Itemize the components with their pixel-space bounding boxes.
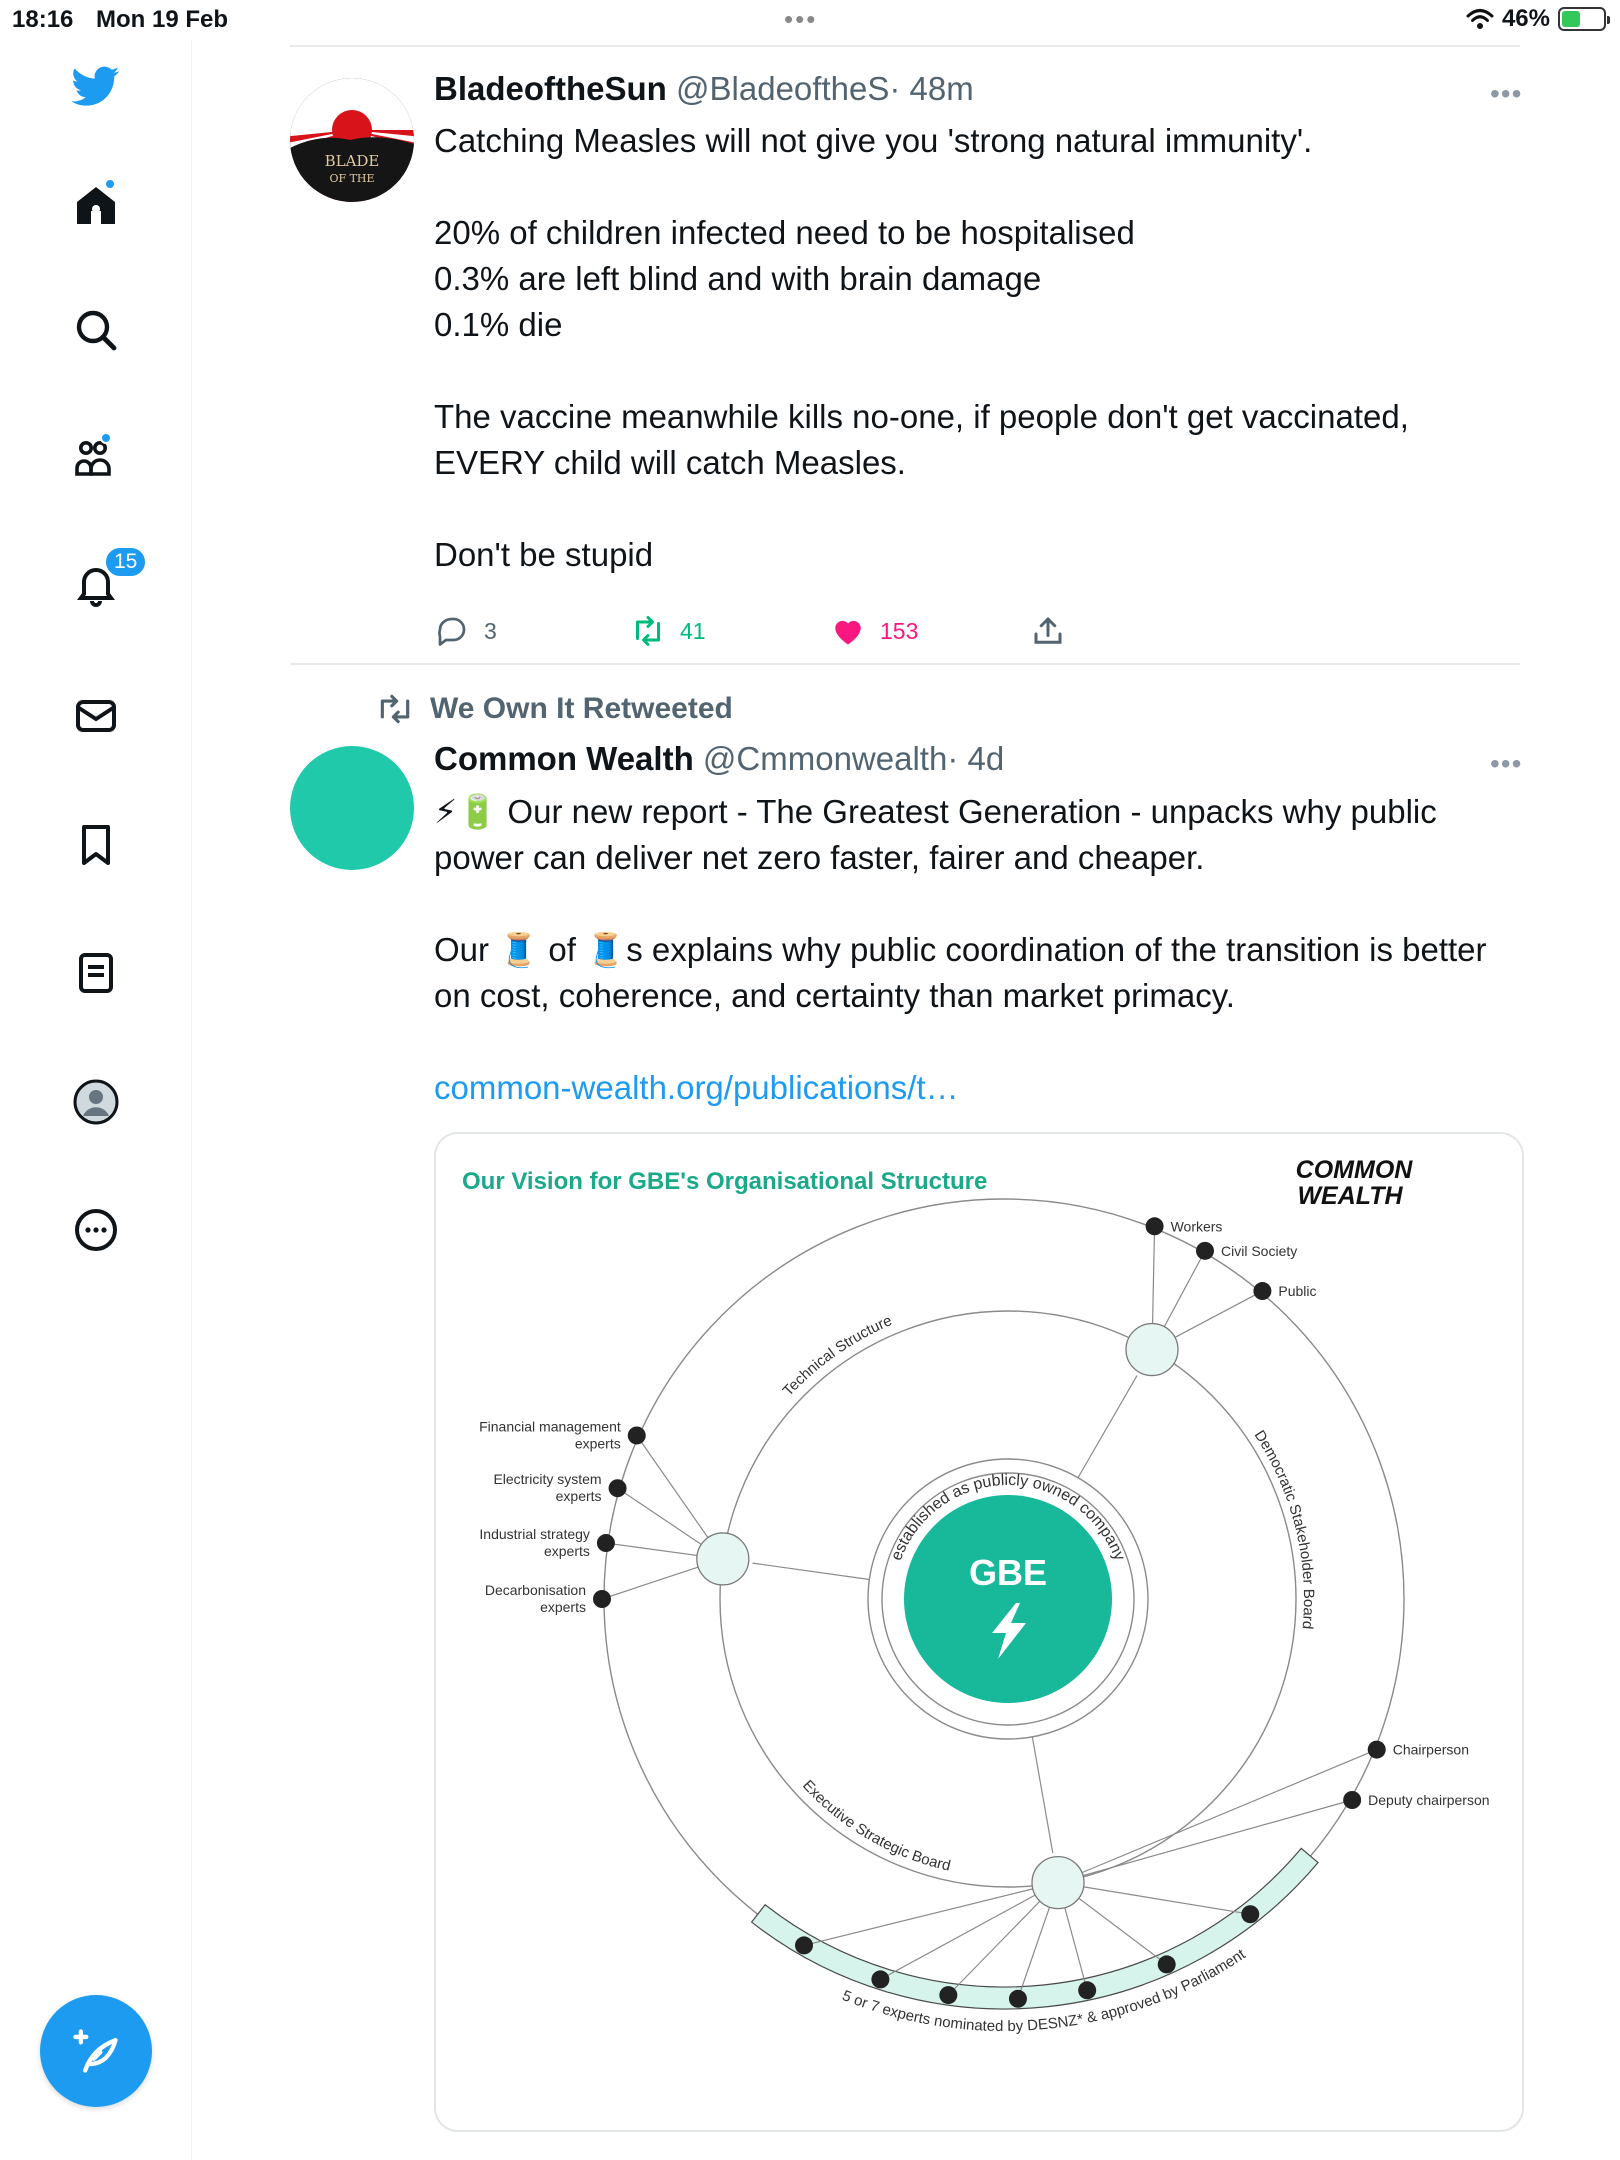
technical-structure-label: Technical Structure <box>779 1312 895 1400</box>
reply-count: 3 <box>484 617 497 644</box>
like-count: 153 <box>880 617 919 644</box>
heart-icon <box>830 613 866 649</box>
democratic-node-dot <box>1253 1282 1271 1300</box>
avatar[interactable] <box>290 78 414 202</box>
home-notification-dot <box>104 178 116 190</box>
tweet-text: Our 🧵 of 🧵s explains why public coordination of the transition is better on cost, coherence, and certainty than market primacy. <box>434 931 1487 1014</box>
retweet-button[interactable] <box>630 613 706 649</box>
connector <box>1058 1883 1250 1915</box>
democratic-node-dot <box>1196 1242 1214 1260</box>
connector <box>804 1883 1058 1946</box>
executive-board-label: Executive Strategic Board <box>799 1776 953 1875</box>
status-date: Mon 19 Feb <box>96 6 229 33</box>
technical-node-label: experts <box>574 1435 621 1452</box>
expert-node-dot <box>939 1986 957 2004</box>
tweet-link[interactable]: common-wealth.org/publications/t… <box>434 1069 959 1106</box>
democratic-hub-node <box>1126 1324 1178 1376</box>
expert-node-dot <box>871 1970 889 1988</box>
tweet-time[interactable]: · 4d <box>947 740 1005 777</box>
tweet-time[interactable]: · 48m <box>889 70 974 107</box>
expert-node-dot <box>1078 1981 1096 1999</box>
experts-nominated-label: 5 or 7 experts nominated by DESNZ* & approved by Parliament <box>839 1945 1249 2036</box>
reply-icon <box>434 613 470 649</box>
avatar-image <box>290 78 414 202</box>
technical-hub-node <box>697 1533 749 1585</box>
card-logo: COMMON <box>1295 1156 1413 1184</box>
more-options-icon[interactable]: ••• <box>1490 748 1523 779</box>
tweet-header <box>434 70 974 108</box>
share-icon <box>1030 613 1066 649</box>
expert-node-dot <box>1009 1990 1027 2008</box>
connector <box>1058 1750 1377 1883</box>
technical-node-dot <box>609 1479 627 1497</box>
democratic-node-label: Civil Society <box>1221 1242 1298 1259</box>
technical-node-label: Industrial strategy <box>479 1526 590 1543</box>
communities-notification-dot <box>100 432 112 444</box>
battery-percent: 46% <box>1501 5 1550 32</box>
card-logo: WEALTH <box>1297 1182 1403 1210</box>
tweet-author-name[interactable]: BladeoftheSun <box>434 70 667 107</box>
executive-node-label: Deputy chairperson <box>1368 1792 1490 1808</box>
avatar[interactable] <box>290 746 414 870</box>
retweet-count: 41 <box>680 617 706 644</box>
status-bar <box>0 0 1620 40</box>
technical-node-label: experts <box>555 1488 602 1505</box>
compose-tweet-button[interactable] <box>40 1995 152 2107</box>
sidebar <box>0 40 192 2160</box>
democratic-board-label: Democratic Stakeholder Board <box>1250 1427 1318 1630</box>
avatar-text: OF THE <box>329 172 375 185</box>
democratic-node-label: Public <box>1278 1283 1317 1300</box>
expert-node-dot <box>1241 1905 1259 1923</box>
tweet-actions <box>434 613 1334 653</box>
tweet-text: Catching Measles will not give you 'strong natural immunity'. 20% of children infected need to be hospitalised 0.3% are left blind and with brain damage 0.1% die The vaccine meanwhile kills no-one, if people don't get vaccinated, EVERY child will catch Measles. Don't be stupid <box>434 122 1409 573</box>
lists-icon[interactable] <box>68 945 124 1001</box>
divider <box>290 663 1520 665</box>
notifications-icon[interactable] <box>68 550 138 612</box>
more-options-icon[interactable]: ••• <box>1490 78 1523 109</box>
divider <box>290 45 1520 47</box>
retweet-icon <box>630 613 666 649</box>
gbe-core <box>904 1495 1112 1703</box>
tweet-author-handle[interactable]: @BladeoftheS <box>676 70 890 107</box>
expert-node-dot <box>1158 1955 1176 1973</box>
technical-node-dot <box>628 1426 646 1444</box>
timeline <box>192 40 1522 2160</box>
compose-tweet-icon <box>70 2025 122 2077</box>
tweet-author-handle[interactable]: @Cmmonwealth <box>702 740 948 777</box>
executive-node-dot <box>1368 1741 1386 1759</box>
technical-node-label: experts <box>543 1543 590 1560</box>
card-title: Our Vision for GBE's Organisational Structure <box>462 1168 988 1195</box>
reply-button[interactable] <box>434 613 497 649</box>
connector <box>1032 1737 1052 1853</box>
home-icon[interactable] <box>68 178 124 234</box>
tweet-author-name[interactable]: Common Wealth <box>434 740 694 777</box>
avatar-text: BLADE <box>324 152 380 170</box>
technical-node-label: Decarbonisation <box>484 1582 586 1598</box>
twitter-bird-icon[interactable] <box>68 58 124 114</box>
search-icon[interactable] <box>68 302 124 358</box>
notifications-badge: 15 <box>104 546 147 578</box>
executive-hub-node <box>1032 1857 1084 1909</box>
executive-node-dot <box>1343 1791 1361 1809</box>
messages-icon[interactable] <box>68 688 124 744</box>
multitasking-dots-icon[interactable]: ••• <box>784 4 818 34</box>
battery-icon <box>1558 7 1606 31</box>
communities-icon[interactable] <box>68 430 124 486</box>
profile-icon[interactable] <box>68 1074 124 1130</box>
bookmarks-icon[interactable] <box>68 817 124 873</box>
democratic-node-label: Workers <box>1170 1218 1223 1235</box>
democratic-node-dot <box>1146 1217 1164 1235</box>
executive-node-label: Chairperson <box>1392 1741 1469 1758</box>
share-button[interactable] <box>1030 613 1066 649</box>
retweet-context[interactable] <box>376 692 733 726</box>
expert-node-dot <box>795 1936 813 1954</box>
retweeted-by-label: We Own It Retweeted <box>430 692 733 725</box>
tweet-text: ⚡🔋 Our new report - The Greatest Generation - unpacks why public power can deliver net zero faster, fairer and cheaper. <box>434 793 1437 876</box>
connector <box>753 1563 870 1579</box>
org-structure-diagram <box>436 1134 1524 2132</box>
retweet-icon <box>376 693 414 725</box>
like-button[interactable] <box>830 613 918 649</box>
status-right <box>1466 5 1606 33</box>
gbe-label: GBE <box>968 1552 1048 1593</box>
tweet-header <box>434 740 1004 778</box>
technical-node-label: experts <box>540 1599 586 1615</box>
link-card[interactable] <box>434 1132 1524 2132</box>
technical-node-label: Financial management <box>479 1418 621 1435</box>
connector <box>1078 1376 1137 1478</box>
connector <box>880 1883 1058 1980</box>
technical-node-dot <box>593 1590 611 1608</box>
battery-fill <box>1562 11 1580 27</box>
technical-node-label: Electricity system <box>493 1471 602 1488</box>
center-arc-label: established as publicly owned company <box>888 1471 1128 1563</box>
more-icon[interactable] <box>68 1202 124 1258</box>
status-time: 18:16 <box>12 6 74 33</box>
technical-node-dot <box>597 1534 615 1552</box>
wifi-icon <box>1466 8 1494 30</box>
